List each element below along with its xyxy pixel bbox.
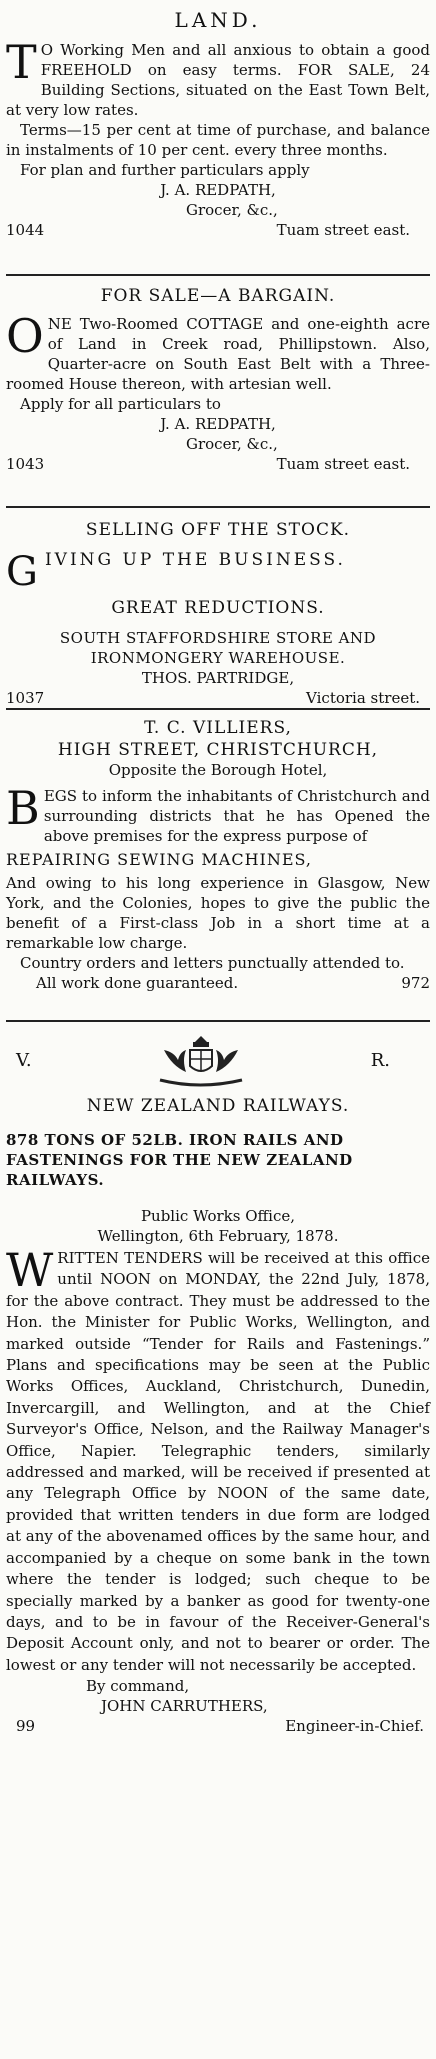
railways-command: By command, (86, 1677, 190, 1696)
land-heading: LAND. (174, 8, 262, 32)
land-terms: Terms—15 per cent at time of purchase, and balance in instalments of 10 per cent. every three months. (6, 121, 430, 159)
villiers-ad (6, 710, 430, 1020)
stock-heading: SELLING OFF THE STOCK. (85, 520, 351, 540)
railways-sub: 878 TONS OF 52LB. IRON RAILS AND FASTENINGS FOR THE NEW ZEALAND RAILWAYS. (6, 1131, 353, 1189)
railways-signer: JOHN CARRUTHERS, (101, 1697, 268, 1716)
land-body-para (6, 35, 430, 120)
villiers-body-para (6, 781, 430, 846)
bargain-heading: FOR SALE—A BARGAIN. (100, 286, 336, 306)
villiers-caps: REPAIRING SEWING MACHINES, (6, 850, 313, 869)
land-name: J. A. REDPATH, (160, 181, 276, 199)
bargain-body: NE Two-Roomed COTTAGE and one-eighth acre of Land in Creek road, Phillipstown. Also, Quarter-acre on South East Belt with a Three-roomed House thereon, with artesian well. (6, 315, 430, 393)
stock-name: THOS. PARTRIDGE, (141, 669, 295, 687)
land-footer (6, 220, 430, 240)
stock-store: SOUTH STAFFORDSHIRE STORE AND IRONMONGERY WAREHOUSE. (59, 629, 377, 667)
villiers-street: HIGH STREET, CHRISTCHURCH, (57, 740, 379, 760)
railways-r: R. (370, 1049, 390, 1071)
villiers-guarantee: All work done guaranteed. (36, 974, 239, 992)
bargain-footer (6, 454, 430, 474)
railways-title: Engineer-in-Chief. (285, 1717, 424, 1736)
railways-v: V. (16, 1049, 32, 1071)
land-trade: Grocer, &c., (186, 201, 278, 219)
railways-footer (6, 1716, 430, 1736)
land-number: 1044 (6, 221, 45, 239)
bargain-body-para (6, 309, 430, 394)
stock-footer (6, 688, 430, 708)
land-body: O Working Men and all anxious to obtain a good FREEHOLD on easy terms. FOR SALE, 24 Building Sections, situated on the East Town Belt, at very low rates. (6, 41, 430, 119)
stock-drop-cap: G (6, 549, 41, 595)
villiers-name: T. C. VILLIERS, (144, 718, 292, 738)
stock-line1: IVING UP THE BUSINESS. (44, 550, 346, 570)
villiers-country: Country orders and letters punctually attended to. (20, 954, 405, 972)
railways-ad (6, 1022, 430, 1736)
railways-heading: NEW ZEALAND RAILWAYS. (86, 1096, 350, 1116)
bargain-number: 1043 (6, 455, 45, 473)
stock-line1-wrap (6, 549, 430, 595)
railways-body: RITTEN TENDERS will be received at this office until NOON on MONDAY, the 22nd July, 1878, for the above contract. They must be addressed to the Hon. the Minister for Public Works, Wellington, and marked outside “Tender for Rails and Fastenings.” Plans and specifications may be seen at the Public Works Offices, Auckland, Christchurch, Dunedin, Invercargill, and Wellington, and at the Chief Surveyor's Office, Nelson, and the Railway Manager's Office, Napier. Telegraphic tenders, similarly addressed and marked, will be received if presented at any Telegraph Office by NOON of the same date, provided that written tenders in due form are lodged at any of the abovenamed offices by the same hour, and accompanied by a cheque on some bank in the town where the tender is lodged; such cheque to be specially marked by a banker as good for twenty-one days, and to be in favour of the Receiver-General's Deposit Account only, and not to bearer or order. The lowest or any tender will not necessarily be accepted. (6, 1249, 430, 1674)
bargain-ad (6, 276, 430, 506)
bargain-drop-cap: O (6, 309, 44, 363)
railways-number: 99 (16, 1717, 36, 1736)
land-apply: For plan and further particulars apply (20, 161, 310, 179)
bargain-name: J. A. REDPATH, (160, 415, 276, 433)
stock-line2: GREAT REDUCTIONS. (111, 598, 325, 618)
royal-coat-of-arms-icon (146, 1032, 256, 1088)
land-address: Tuam street east. (276, 221, 410, 239)
railways-drop-cap: W (6, 1243, 54, 1297)
land-drop-cap: T (6, 35, 37, 89)
villiers-number: 972 (401, 974, 430, 992)
bargain-apply: Apply for all particulars to (20, 395, 221, 413)
villiers-footer (6, 973, 430, 993)
villiers-body2: And owing to his long experience in Glasgow, New York, and the Colonies, hopes to give the public the benefit of a First-class Job in a short time at a remarkable low charge. (6, 874, 430, 952)
railways-crest-row (6, 1022, 430, 1088)
bargain-address: Tuam street east. (276, 455, 410, 473)
villiers-drop-cap: B (6, 781, 40, 835)
villiers-opposite: Opposite the Borough Hotel, (108, 761, 328, 779)
bargain-trade: Grocer, &c., (186, 435, 278, 453)
railways-office: Public Works Office, (140, 1207, 296, 1225)
villiers-body: EGS to inform the inhabitants of Christchurch and surrounding districts that he has Opened the above premises for the express purpose of (43, 787, 430, 845)
stock-ad (6, 508, 430, 708)
railways-body-para (6, 1243, 430, 1676)
stock-number: 1037 (6, 689, 45, 707)
land-ad (6, 0, 430, 274)
stock-address: Victoria street. (306, 689, 420, 707)
railways-date: Wellington, 6th February, 1878. (97, 1227, 339, 1245)
